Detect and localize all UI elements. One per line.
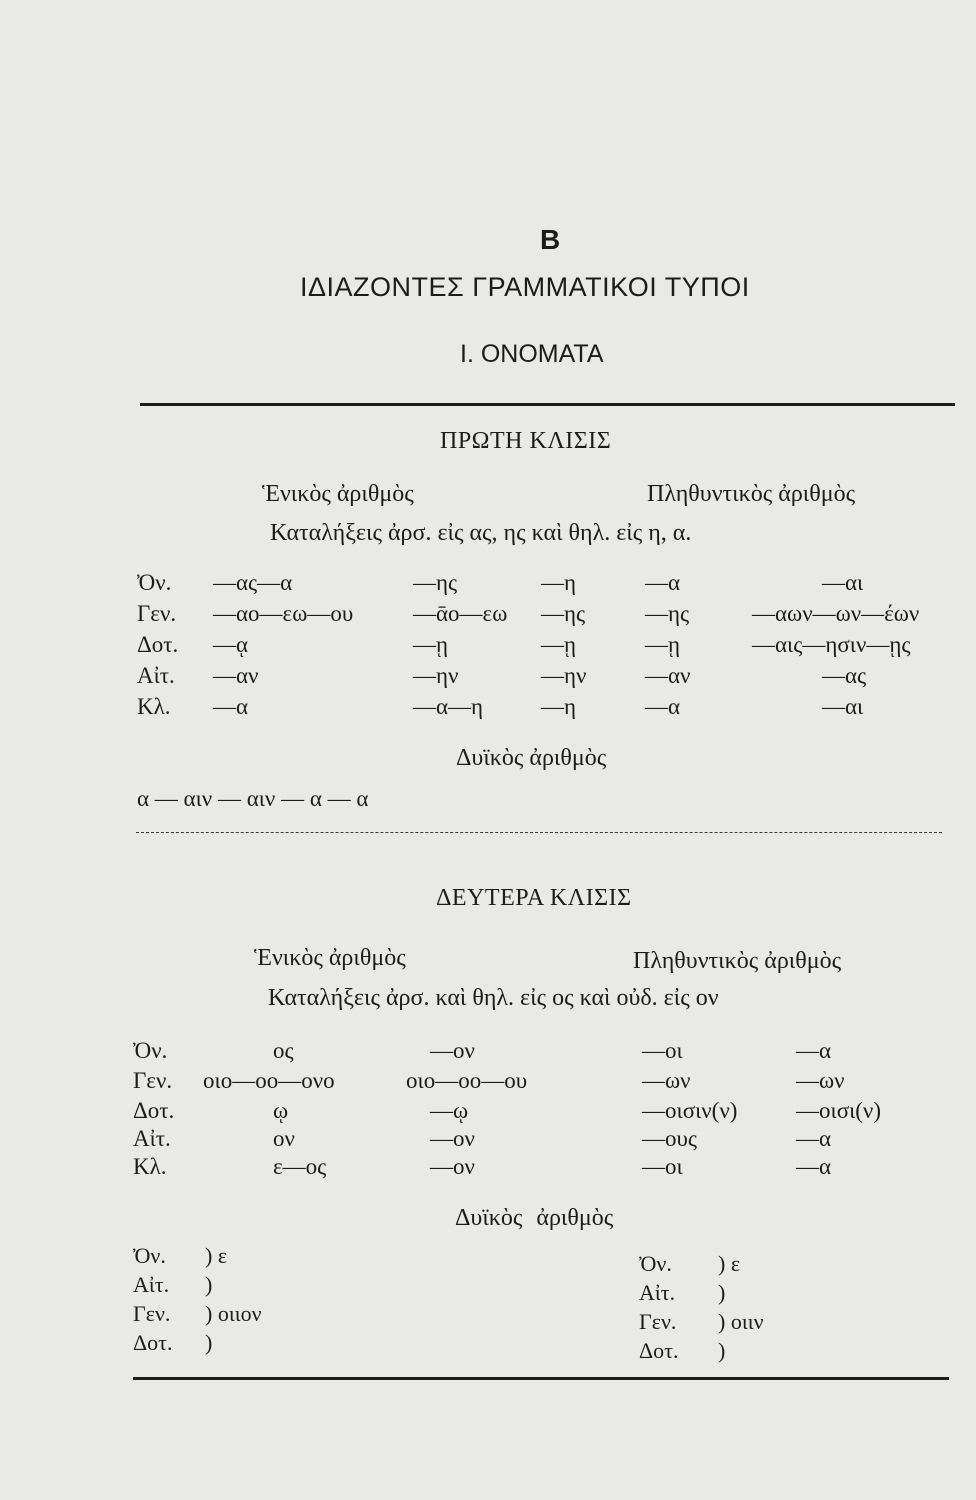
- ending-cell: —α—η: [413, 694, 484, 719]
- dual-value: ) οιιν: [718, 1309, 764, 1334]
- first-plural-label: Πληθυντικὸς ἀριθμὸς: [647, 481, 856, 507]
- ending-cell: —ους: [642, 1126, 697, 1151]
- ending-cell: —αων—ων—έων: [752, 601, 920, 626]
- case-label: Ὀν.: [133, 1243, 166, 1268]
- ending-cell: —αν: [645, 663, 691, 688]
- case-label: Ὀν.: [639, 1251, 672, 1276]
- second-plural-label: Πληθυντικὸς ἀριθμὸς: [633, 948, 842, 974]
- dual-value: ) ε: [205, 1243, 228, 1268]
- ending-cell: —αις—ησιν—ῃς: [752, 632, 911, 657]
- case-label: Γεν.: [133, 1301, 171, 1326]
- ending-cell: —α: [213, 694, 249, 719]
- case-label: Ὀν.: [133, 1038, 168, 1063]
- page-subtitle: Ι. ΟΝΟΜΑΤΑ: [460, 340, 604, 368]
- dual-value: ): [205, 1330, 213, 1355]
- case-label: Γεν.: [137, 601, 177, 626]
- dual-value: ) ε: [718, 1251, 741, 1276]
- first-singular-label: Ἑνικὸς ἀριθμὸς: [262, 481, 414, 507]
- ending-cell: ος: [273, 1038, 294, 1063]
- ending-cell: —ᾳ: [213, 632, 249, 657]
- second-dual-label: Δυϊκὸς ἀριθμὸς: [455, 1205, 614, 1231]
- ending-cell: —ῃ: [413, 632, 449, 657]
- case-label: Κλ.: [133, 1154, 167, 1179]
- ending-cell: —α: [796, 1038, 832, 1063]
- ending-cell: —ῳ: [430, 1098, 469, 1123]
- ending-cell: —ης: [645, 601, 690, 626]
- first-dual-label: Δυϊκὸς ἀριθμὸς: [456, 745, 607, 771]
- top-rule: [140, 403, 955, 406]
- ending-cell: —ας: [822, 663, 867, 688]
- ending-cell: —αο—εω—ου: [213, 601, 354, 626]
- ending-cell: —α: [796, 1154, 832, 1179]
- ending-cell: —ων: [642, 1068, 691, 1093]
- ending-cell: ον: [273, 1126, 295, 1151]
- dual-value: ): [718, 1338, 726, 1363]
- ending-cell: —α: [645, 570, 681, 595]
- case-label: Αἰτ.: [133, 1272, 170, 1297]
- first-declension-title: ΠΡΩΤΗ ΚΛΙΣΙΣ: [440, 428, 612, 454]
- ending-cell: ε—ος: [273, 1154, 327, 1179]
- ending-cell: οιο—οο—ου: [406, 1068, 528, 1093]
- ending-cell: —αν: [213, 663, 259, 688]
- second-endings-note: Καταλήξεις ἀρσ. καὶ θηλ. εἰς ος καὶ οὐδ. εἰς ον: [268, 985, 719, 1011]
- first-dual-endings: α — αιν — αιν — α — α: [137, 786, 369, 811]
- dual-value: ): [205, 1272, 213, 1297]
- ending-cell: —ον: [430, 1154, 475, 1179]
- ending-cell: —αι: [822, 570, 864, 595]
- ending-cell: —ας—α: [213, 570, 293, 595]
- case-label: Αἰτ.: [137, 663, 175, 688]
- ending-cell: —αι: [822, 694, 864, 719]
- case-label: Αἰτ.: [639, 1280, 676, 1305]
- case-label: Γεν.: [639, 1309, 677, 1334]
- ending-cell: —ᾱο—εω: [413, 601, 508, 626]
- bottom-rule: [133, 1377, 949, 1380]
- ending-cell: ῳ: [273, 1098, 289, 1123]
- case-label: Ὀν.: [137, 570, 172, 595]
- case-label: Κλ.: [137, 694, 171, 719]
- ending-cell: —οισι(ν): [796, 1098, 881, 1123]
- case-label: Δοτ.: [137, 632, 179, 657]
- dual-value: ): [718, 1280, 726, 1305]
- section-divider: [136, 832, 942, 833]
- dual-value: ) οιιον: [205, 1301, 262, 1326]
- second-declension-title: ΔΕΥΤΕΡΑ ΚΛΙΣΙΣ: [436, 885, 632, 911]
- ending-cell: —ης: [413, 570, 458, 595]
- second-singular-label: Ἑνικὸς ἀριθμὸς: [254, 945, 406, 971]
- ending-cell: —η: [541, 694, 577, 719]
- ending-cell: —α: [645, 694, 681, 719]
- ending-cell: —ην: [413, 663, 459, 688]
- ending-cell: —ον: [430, 1038, 475, 1063]
- ending-cell: —οι: [642, 1038, 683, 1063]
- case-label: Δοτ.: [133, 1330, 173, 1355]
- ending-cell: —η: [541, 570, 577, 595]
- ending-cell: —ων: [796, 1068, 845, 1093]
- ending-cell: οιο—οο—ονο: [203, 1068, 335, 1093]
- case-label: Γεν.: [133, 1068, 173, 1093]
- ending-cell: —ον: [430, 1126, 475, 1151]
- page-title: ΙΔΙΑΖΟΝΤΕΣ ΓΡΑΜΜΑΤΙΚΟΙ ΤΥΠΟΙ: [300, 272, 750, 302]
- first-endings-note: Καταλήξεις ἀρσ. εἰς ας, ης καὶ θηλ. εἰς η, α.: [270, 520, 692, 546]
- section-letter: B: [540, 224, 561, 255]
- case-label: Δοτ.: [639, 1338, 679, 1363]
- ending-cell: —ῃ: [645, 632, 681, 657]
- ending-cell: —οι: [642, 1154, 683, 1179]
- case-label: Δοτ.: [133, 1098, 175, 1123]
- ending-cell: —ης: [541, 601, 586, 626]
- ending-cell: —α: [796, 1126, 832, 1151]
- case-label: Αἰτ.: [133, 1126, 171, 1151]
- ending-cell: —ην: [541, 663, 587, 688]
- ending-cell: —οισιν(ν): [642, 1098, 738, 1123]
- ending-cell: —ῃ: [541, 632, 577, 657]
